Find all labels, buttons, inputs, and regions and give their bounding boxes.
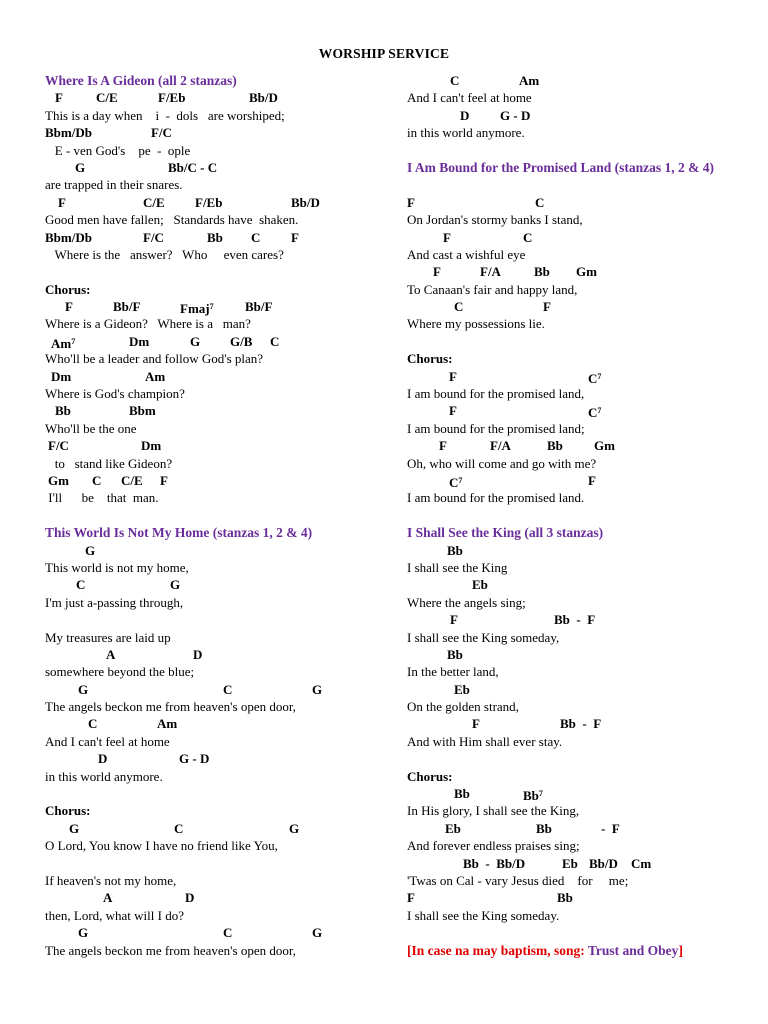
chord: C xyxy=(251,229,261,245)
chord-line xyxy=(45,576,390,593)
lyric-line: On Jordan's stormy banks I stand, xyxy=(407,212,583,228)
lyric-line: I shall see the King xyxy=(407,559,508,575)
chord-line xyxy=(407,855,752,872)
lyric-line: I'll be that man. xyxy=(45,490,159,506)
chord: Dm xyxy=(129,333,150,349)
chord-line xyxy=(45,472,390,489)
chord: A xyxy=(103,890,113,906)
chord-line xyxy=(45,194,390,211)
chord-line xyxy=(45,542,390,559)
chord-root: C xyxy=(588,405,598,421)
lyric-line: The angels beckon me from heaven's open door, xyxy=(45,699,296,715)
chord: Gm xyxy=(48,472,69,488)
chord-line xyxy=(45,820,390,837)
chord-line xyxy=(407,298,752,315)
chord: F/C xyxy=(151,125,172,141)
chord: Bbm xyxy=(129,403,156,419)
chord-line xyxy=(45,646,390,663)
chord-line xyxy=(45,124,390,141)
chord-line xyxy=(45,368,390,385)
chord: Bb - F xyxy=(560,716,602,732)
lyric-line: Who'll be the one xyxy=(45,420,137,436)
chord-root: Bb xyxy=(523,788,539,804)
chord: Am xyxy=(145,368,166,384)
chord-extension: 7 xyxy=(71,336,76,346)
chord-root: Fmaj xyxy=(180,301,210,317)
chord: G xyxy=(312,681,323,697)
chord: Bb/F xyxy=(245,299,273,315)
chord: Bb xyxy=(557,890,573,906)
chord: Bb xyxy=(534,264,550,280)
chord-line xyxy=(45,298,390,315)
chord-line xyxy=(45,924,390,941)
chord-line xyxy=(45,889,390,906)
lyric-line: Where is God's champion? xyxy=(45,386,185,402)
chord: Eb xyxy=(472,577,488,593)
chord: G xyxy=(170,577,181,593)
chord: Bb/D xyxy=(291,194,320,210)
lyric-line: I'm just a-passing through, xyxy=(45,594,184,610)
chord-extension: 7 xyxy=(538,789,543,799)
chord-line xyxy=(407,194,752,211)
chord: Eb xyxy=(562,855,578,871)
lyric-line: In the better land, xyxy=(407,664,499,680)
chord-line xyxy=(45,89,390,106)
chord-line xyxy=(45,333,390,350)
chord: F xyxy=(588,473,596,488)
chord: Bb xyxy=(454,786,470,802)
chord: G xyxy=(69,820,80,836)
chord-line xyxy=(45,750,390,767)
chord: Bb/D xyxy=(589,855,618,871)
lyric-line: On the golden strand, xyxy=(407,699,519,715)
lyric-line: And I can't feel at home xyxy=(407,90,532,106)
chord-line xyxy=(407,611,752,628)
chord-line xyxy=(407,437,752,454)
lyric-line: To Canaan's fair and happy land, xyxy=(407,281,578,297)
chorus-label: Chorus: xyxy=(407,351,453,367)
lyric-line: Good men have fallen; Standards have shaken. xyxy=(45,212,299,228)
chord-extension: 7 xyxy=(597,406,602,416)
chord: Bb/C - C xyxy=(168,159,218,175)
song-title-see-the-king: I Shall See the King (all 3 stanzas) xyxy=(407,525,604,541)
lyric-line: then, Lord, what will I do? xyxy=(45,907,184,923)
chord: G - D xyxy=(179,751,210,767)
lyric-line: And cast a wishful eye xyxy=(407,246,526,262)
chord: D xyxy=(193,646,203,662)
chord-line xyxy=(45,715,390,732)
chord: G/B xyxy=(230,333,253,349)
page-title: WORSHIP SERVICE xyxy=(318,46,450,61)
chord-line xyxy=(407,542,752,559)
chord-line xyxy=(407,646,752,663)
lyric-line: Where is a Gideon? Where is a man? xyxy=(45,316,251,332)
chord: Am xyxy=(519,73,540,88)
lyric-line: Where is the answer? Who even cares? xyxy=(45,246,284,262)
lyric-line: Who'll be a leader and follow God's plan? xyxy=(45,351,264,367)
chord: G xyxy=(85,542,96,558)
song-title-promised-land: I Am Bound for the Promised Land (stanzas 1, 2 & 4) xyxy=(407,159,715,175)
chord-root: C xyxy=(449,475,459,490)
chord: C xyxy=(92,472,102,488)
chord: F xyxy=(55,90,63,106)
chord: G xyxy=(289,820,300,836)
chord: Dm xyxy=(51,368,72,384)
chord: C/E xyxy=(143,194,165,210)
lyric-line: I am bound for the promised land. xyxy=(407,490,585,506)
chord: C xyxy=(88,716,98,732)
chord: Bb xyxy=(447,542,463,558)
chord: G xyxy=(75,159,86,175)
lyric-line: I shall see the King someday, xyxy=(407,629,560,645)
chord: C xyxy=(270,333,280,349)
lyric-line: E - ven God's pe - ople xyxy=(45,142,191,158)
chord: F/Eb xyxy=(195,194,223,210)
chord: C xyxy=(454,299,464,315)
chord: G xyxy=(312,925,323,941)
left-column xyxy=(45,72,390,959)
chord: F/Eb xyxy=(158,90,186,106)
chord: F xyxy=(58,194,66,210)
chord: C xyxy=(76,577,86,593)
chord: Bb xyxy=(447,646,463,662)
song-title-gideon: Where Is A Gideon (all 2 stanzas) xyxy=(45,73,237,88)
chord: Cm xyxy=(631,855,652,871)
lyric-line: I shall see the King someday. xyxy=(407,907,560,923)
chord: F xyxy=(543,299,551,315)
chord: Bbm/Db xyxy=(45,125,92,141)
chord: F xyxy=(439,438,447,454)
lyric-line: in this world anymore. xyxy=(407,125,525,141)
chord-extension: 7 xyxy=(458,476,463,485)
chord-line xyxy=(45,681,390,698)
chord: Bb - Bb/D xyxy=(463,855,526,871)
chord: F/A xyxy=(480,264,501,280)
chord: Bb - F xyxy=(554,612,596,628)
lyric-line: in this world anymore. xyxy=(45,768,163,784)
lyric-line: Oh, who will come and go with me? xyxy=(407,455,597,471)
chord: F xyxy=(291,229,299,245)
chord-line xyxy=(407,472,752,489)
chord-line xyxy=(407,72,752,89)
chord: F xyxy=(450,612,458,628)
lyric-line: This world is not my home, xyxy=(45,559,189,575)
lyric-line: This is a day when i - dols are worshiped; xyxy=(45,107,285,123)
chord: F xyxy=(449,368,457,384)
lyric-line: And forever endless praises sing; xyxy=(407,838,580,854)
song-title-this-world: This World Is Not My Home (stanzas 1, 2 & 4) xyxy=(45,525,313,541)
chord: Am xyxy=(157,716,178,732)
lyric-line: Where my possessions lie. xyxy=(407,316,545,332)
chord: G xyxy=(78,925,89,941)
lyric-line: And with Him shall ever stay. xyxy=(407,733,563,749)
note-bracket: ] xyxy=(678,942,683,958)
chord: C/E xyxy=(96,90,118,106)
chord: F xyxy=(443,229,451,245)
chord: G - D xyxy=(500,107,531,123)
chord: C xyxy=(535,194,545,210)
chord: Eb xyxy=(454,681,470,697)
lyric-line: My treasures are laid up xyxy=(45,629,171,645)
chord: F/C xyxy=(143,229,164,245)
chord: A xyxy=(106,646,116,662)
chord-line xyxy=(407,368,752,385)
baptism-note xyxy=(407,942,752,959)
lyric-line: And I can't feel at home xyxy=(45,733,170,749)
chord: F xyxy=(407,194,415,210)
chord: - F xyxy=(601,820,620,836)
chord: Bb xyxy=(547,438,563,454)
lyric-line: somewhere beyond the blue; xyxy=(45,664,195,680)
lyric-line: I am bound for the promised land, xyxy=(407,386,585,402)
chord: D xyxy=(460,107,470,123)
chord-line xyxy=(407,820,752,837)
chord-line xyxy=(407,263,752,280)
chord: C xyxy=(523,229,533,245)
chord-line xyxy=(407,681,752,698)
chord-line xyxy=(407,229,752,246)
chord: Bb xyxy=(55,403,71,419)
chord-line xyxy=(407,402,752,419)
chord-line xyxy=(45,159,390,176)
chord: Bb/F xyxy=(113,299,141,315)
chord: C xyxy=(174,820,184,836)
chord: D xyxy=(98,751,108,767)
chord-root: Am xyxy=(51,335,72,351)
chord: F xyxy=(65,299,73,315)
chord-line xyxy=(407,576,752,593)
chord-line xyxy=(45,229,390,246)
note-text: [In case na may baptism, song: xyxy=(407,942,588,958)
chord: Bb xyxy=(536,820,552,836)
chord-line xyxy=(407,715,752,732)
chord: Bbm/Db xyxy=(45,229,92,245)
chord: Bb/D xyxy=(249,90,278,106)
chord: G xyxy=(190,333,201,349)
chord: F xyxy=(449,403,457,419)
chord: F xyxy=(433,264,441,280)
chord: C xyxy=(450,73,460,88)
chord: F/A xyxy=(490,438,511,454)
chord: C xyxy=(223,681,233,697)
lyric-line: Where the angels sing; xyxy=(407,594,526,610)
chord: F xyxy=(160,472,168,488)
chord-line xyxy=(45,402,390,419)
chord-line xyxy=(407,889,752,906)
lyric-line: 'Twas on Cal - vary Jesus died for me; xyxy=(407,872,629,888)
chord: D xyxy=(185,890,195,906)
lyric-line: to stand like Gideon? xyxy=(45,455,173,471)
lyric-line: If heaven's not my home, xyxy=(45,872,177,888)
chord: Bb xyxy=(207,229,223,245)
chord: G xyxy=(78,681,89,697)
chord-line xyxy=(407,785,752,802)
chord: C/E xyxy=(121,472,143,488)
right-column xyxy=(407,72,752,959)
chord-root: C xyxy=(588,370,598,386)
lyric-line: The angels beckon me from heaven's open door, xyxy=(45,942,296,958)
chord-extension: 7 xyxy=(597,371,602,381)
chord-line xyxy=(45,437,390,454)
chord: Dm xyxy=(141,438,162,454)
lyric-line: are trapped in their snares. xyxy=(45,177,183,193)
chord: F xyxy=(472,716,480,732)
chorus-label: Chorus: xyxy=(45,803,91,819)
chord: F xyxy=(407,890,415,906)
lyric-line: O Lord, You know I have no friend like You, xyxy=(45,838,278,854)
chord: F/C xyxy=(48,438,69,454)
chorus-label: Chorus: xyxy=(45,281,91,297)
lyric-line: In His glory, I shall see the King, xyxy=(407,803,580,819)
chord: Gm xyxy=(576,264,597,280)
chord: Eb xyxy=(445,820,461,836)
lyric-line: I am bound for the promised land; xyxy=(407,420,585,436)
chord: C xyxy=(223,925,233,941)
chorus-label: Chorus: xyxy=(407,768,453,784)
note-song-title: Trust and Obey xyxy=(587,942,679,958)
chord-line xyxy=(407,107,752,124)
chord-extension: 7 xyxy=(209,302,214,312)
chord: Gm xyxy=(594,438,615,454)
